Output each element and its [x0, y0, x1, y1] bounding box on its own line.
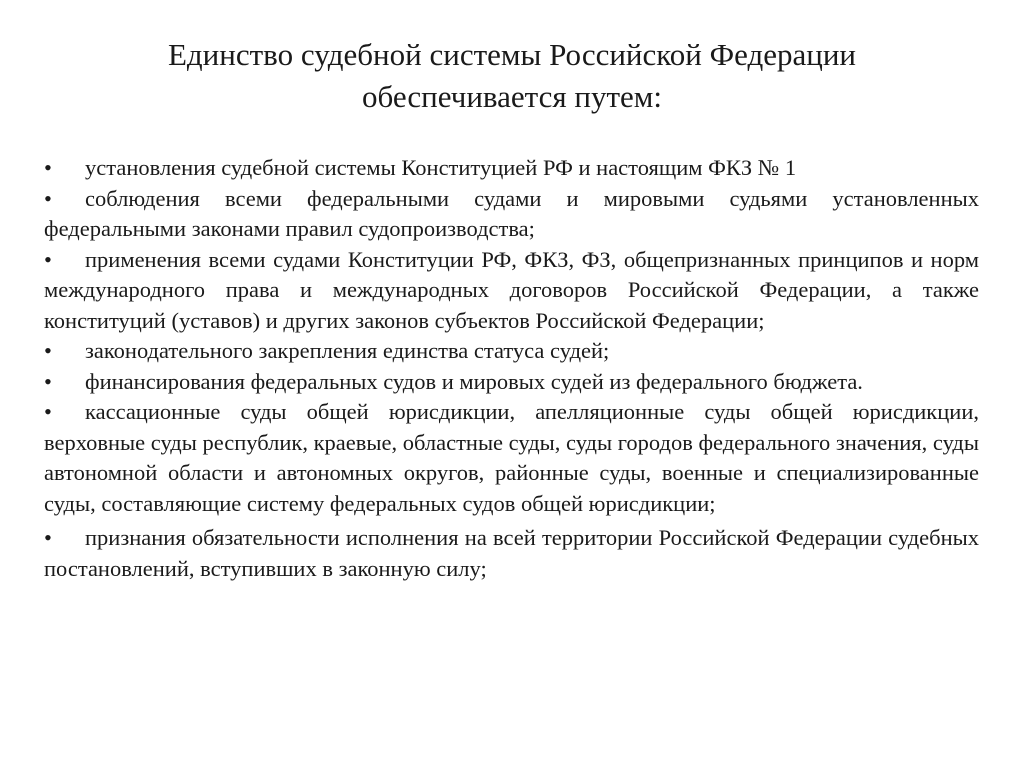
slide-title-line-2: обеспечивается путем:	[362, 79, 662, 114]
bullet-marker: •	[44, 399, 52, 424]
list-item	[44, 153, 979, 184]
list-item	[44, 523, 979, 584]
list-item	[44, 397, 979, 519]
slide-title-line-1: Единство судебной системы Российской Федерации	[167, 37, 857, 72]
list-item-text: законодательного закрепления единства статуса судей;	[85, 338, 610, 363]
bullet-marker: •	[44, 185, 52, 211]
list-item	[44, 336, 979, 367]
bullet-marker: •	[44, 246, 52, 272]
slide-title	[0, 34, 1024, 118]
list-item	[44, 245, 979, 337]
list-item-text: кассационные суды общей юрисдикции, апелляционные суды общей юрисдикции, верховные суды республик, краевые, областные суды, суды городов федерального значения, суды автономной области и автономных округов, районные суды, военные и специализированные суды, составляющие систему федеральных судов общей юрисдикции;	[44, 399, 979, 516]
list-item-text: соблюдения всеми федеральными судами и мировыми судьями установленных федеральными законами правил судопроизводства;	[44, 185, 979, 241]
list-item-text: признания обязательности исполнения на всей территории Российской Федерации судебных постановлений, вступивших в законную силу;	[44, 525, 979, 581]
list-item-text: установления судебной системы Конституцией РФ и настоящим ФКЗ № 1	[85, 155, 797, 180]
list-item-text: финансирования федеральных судов и мировых судей из федерального бюджета.	[85, 368, 863, 394]
list-item	[44, 367, 979, 398]
bullet-marker: •	[44, 338, 52, 363]
list-item	[44, 184, 979, 245]
bullet-marker: •	[44, 525, 52, 550]
bullet-marker: •	[44, 368, 52, 394]
list-item-text: применения всеми судами Конституции РФ, ФКЗ, ФЗ, общепризнанных принципов и норм международного права и международных договоров Российской Федерации, а также конституций (уставов) и других законов субъектов Российской Федерации;	[44, 246, 979, 333]
bullet-marker: •	[44, 155, 52, 180]
bullet-list	[44, 153, 979, 584]
